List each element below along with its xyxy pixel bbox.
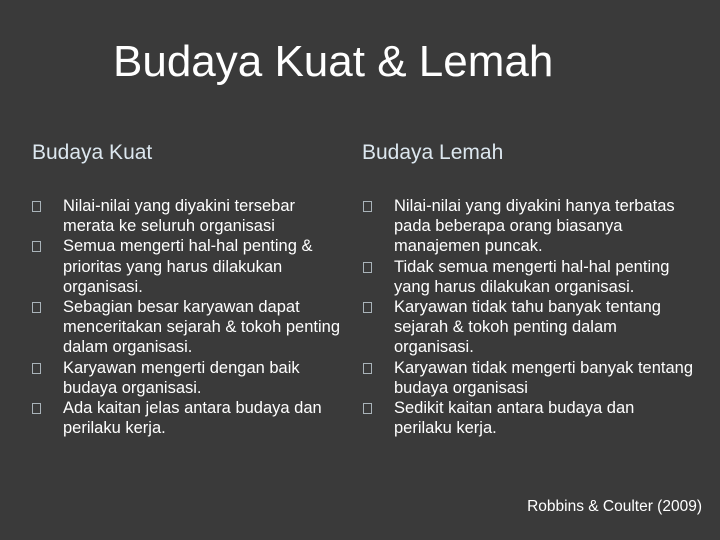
list-item <box>32 358 342 398</box>
list-item-text: Nilai-nilai yang diyakini hanya terbatas pada beberapa orang biasanya manajemen puncak. <box>394 197 675 256</box>
list-item-text: Semua mengerti hal-hal penting & prioritas yang harus dilakukan organisasi. <box>63 237 313 296</box>
square-bullet-icon <box>32 403 41 414</box>
square-bullet-icon <box>363 262 372 273</box>
list-item <box>363 398 693 438</box>
square-bullet-icon <box>363 201 372 212</box>
weak-culture-heading: Budaya Lemah <box>362 141 504 164</box>
square-bullet-icon <box>363 403 372 414</box>
square-bullet-icon <box>32 363 41 374</box>
square-bullet-icon <box>32 201 41 212</box>
list-item-text: Nilai-nilai yang diyakini tersebar merata ke seluruh organisasi <box>63 197 296 236</box>
list-item-text: Sedikit kaitan antara budaya dan perilaku kerja. <box>394 399 635 438</box>
list-item-text: Karyawan tidak tahu banyak tentang sejarah & tokoh penting dalam organisasi. <box>394 298 661 357</box>
list-item <box>363 358 693 398</box>
list-item-text: Sebagian besar karyawan dapat menceritakan sejarah & tokoh penting dalam organisasi. <box>63 298 341 357</box>
weak-culture-list <box>363 196 693 438</box>
list-item <box>363 297 693 358</box>
square-bullet-icon <box>32 241 41 252</box>
strong-culture-list <box>32 196 342 438</box>
list-item <box>32 297 342 358</box>
list-item <box>32 398 342 438</box>
list-item-text: Karyawan tidak mengerti banyak tentang budaya organisasi <box>394 358 694 397</box>
square-bullet-icon <box>32 302 41 313</box>
strong-culture-heading: Budaya Kuat <box>32 141 153 164</box>
square-bullet-icon <box>363 302 372 313</box>
list-item <box>32 236 342 297</box>
list-item-text: Tidak semua mengerti hal-hal penting yang harus dilakukan organisasi. <box>394 257 670 296</box>
list-item <box>32 196 342 236</box>
square-bullet-icon <box>363 363 372 374</box>
list-item-text: Ada kaitan jelas antara budaya dan perilaku kerja. <box>63 399 322 438</box>
slide-title: Budaya Kuat & Lemah <box>113 37 554 86</box>
citation: Robbins & Coulter (2009) <box>527 498 702 515</box>
list-item <box>363 257 693 297</box>
list-item-text: Karyawan mengerti dengan baik budaya organisasi. <box>63 358 300 397</box>
list-item <box>363 196 693 257</box>
